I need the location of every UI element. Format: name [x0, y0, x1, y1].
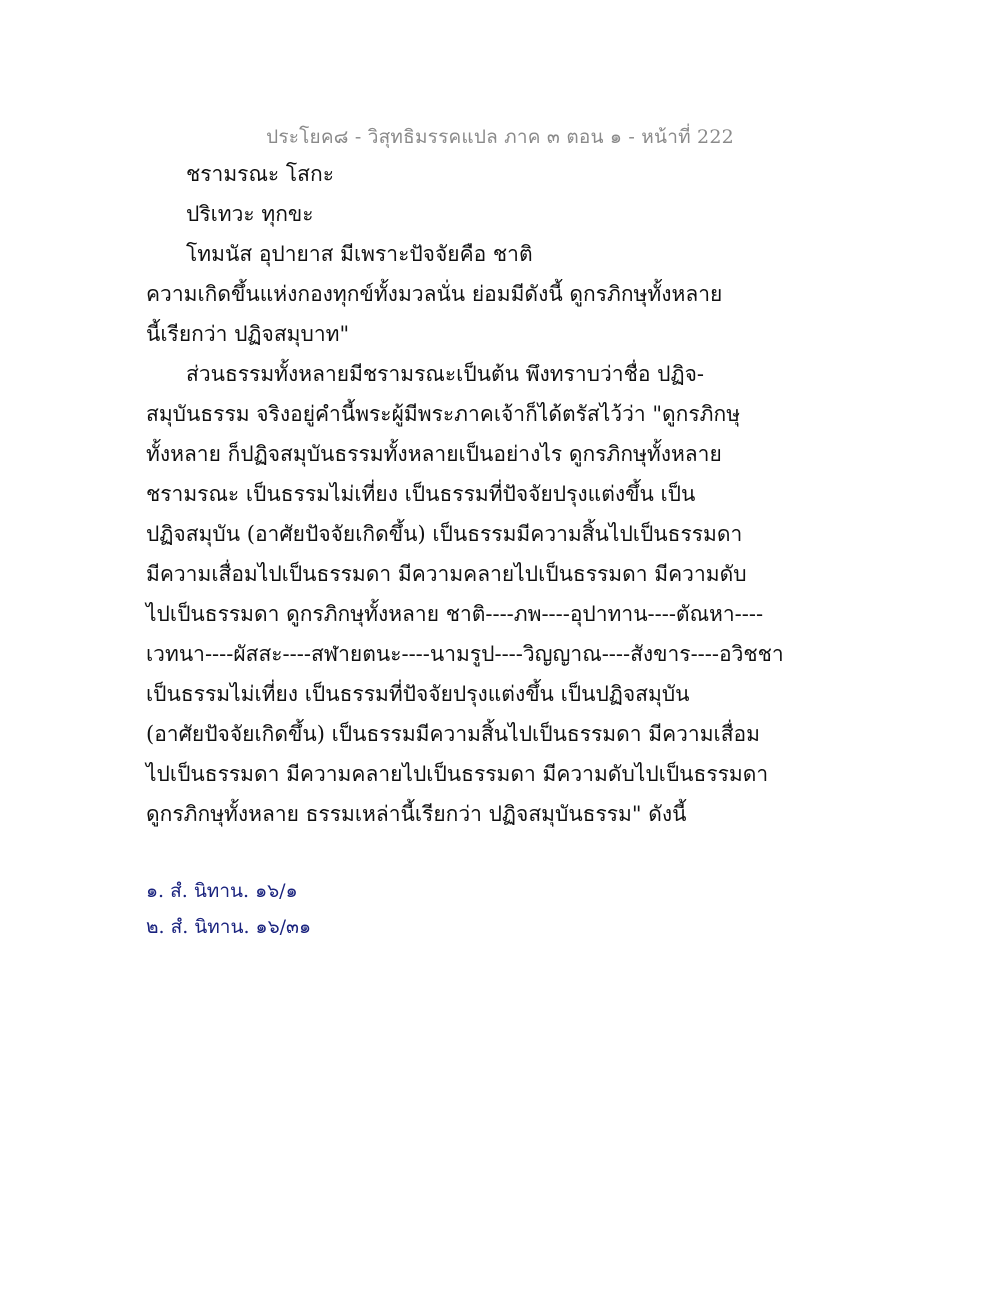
body-line-9: ชรามรณะ เป็นธรรมไม่เที่ยง เป็นธรรมที่ปัจจัยปรุงแต่งขึ้น เป็น: [146, 482, 696, 506]
body-line-2: ปริเทวะ ทุกขะ: [186, 202, 314, 226]
body-line-10: ปฏิจสมุบัน (อาศัยปัจจัยเกิดขึ้น) เป็นธรรมมีความสิ้นไปเป็นธรรมดา: [146, 522, 743, 546]
body-line-17: ดูกรภิกษุทั้งหลาย ธรรมเหล่านี้เรียกว่า ปฏิจสมุบันธรรม" ดังนี้: [146, 802, 687, 826]
body-line-12: ไปเป็นธรรมดา ดูกรภิกษุทั้งหลาย ชาติ----ภพ----อุปาทาน----ตัณหา----: [146, 602, 764, 626]
body-line-4: ความเกิดขึ้นแห่งกองทุกข์ทั้งมวลนั่น ย่อมมีดังนี้ ดูกรภิกษุทั้งหลาย: [146, 282, 723, 306]
body-line-7: สมุบันธรรม จริงอยู่คำนี้พระผู้มีพระภาคเจ้าก็ได้ตรัสไว้ว่า "ดูกรภิกษุ: [146, 402, 741, 426]
body-line-8: ทั้งหลาย ก็ปฏิจสมุบันธรรมทั้งหลายเป็นอย่างไร ดูกรภิกษุทั้งหลาย: [146, 442, 722, 466]
body-line-16: ไปเป็นธรรมดา มีความคลายไปเป็นธรรมดา มีความดับไปเป็นธรรมดา: [146, 762, 769, 786]
body-line-11: มีความเสื่อมไปเป็นธรรมดา มีความคลายไปเป็นธรรมดา มีความดับ: [146, 562, 747, 586]
footnote-1: ๑. สํ. นิทาน. ๑๖/๑: [146, 880, 298, 902]
body-line-1: ชรามรณะ โสกะ: [186, 162, 334, 186]
footnote-2: ๒. สํ. นิทาน. ๑๖/๓๑: [146, 916, 312, 938]
body-line-6: ส่วนธรรมทั้งหลายมีชรามรณะเป็นต้น พึงทราบว่าชื่อ ปฏิจ-: [186, 362, 704, 386]
running-header: ประโยค๘ - วิสุทธิมรรคแปล ภาค ๓ ตอน ๑ - หน้าที่ 222: [266, 126, 734, 148]
body-line-13: เวทนา----ผัสสะ----สฬายตนะ----นามรูป----วิญญาณ----สังขาร----อวิชชา: [146, 642, 784, 666]
body-line-15: (อาศัยปัจจัยเกิดขึ้น) เป็นธรรมมีความสิ้นไปเป็นธรรมดา มีความเสื่อม: [146, 722, 761, 746]
body-line-3: โทมนัส อุปายาส มีเพราะปัจจัยคือ ชาติ: [186, 242, 533, 266]
body-line-14: เป็นธรรมไม่เที่ยง เป็นธรรมที่ปัจจัยปรุงแต่งขึ้น เป็นปฏิจสมุบัน: [146, 682, 690, 706]
body-line-5: นี้เรียกว่า ปฏิจสมุบาท": [146, 322, 350, 346]
